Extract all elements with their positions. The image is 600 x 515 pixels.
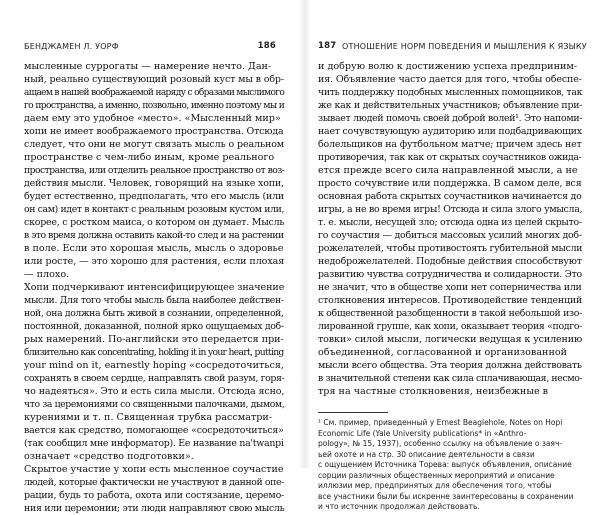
- text-line: в это время должна оставить какой-то след и на растении: [24, 230, 284, 241]
- running-head-title: ОТНОШЕНИЕ НОРМ ПОВЕДЕНИЯ И МЫШЛЕНИЯ К ЯЗЫКУ: [342, 42, 587, 51]
- text-line: что за церемониями со священными палочками, дымом,: [24, 399, 285, 410]
- text-line: недоброжелателей. Подобные действия способствуют: [318, 256, 582, 267]
- text-line: чо надеяться». Это и есть сила мысли. Отсюда ясно,: [24, 386, 285, 397]
- footnote-line: ¹ См. пример, приведенный у Ernest Beaglehole, Notes on Hopi: [318, 418, 563, 427]
- text-line: людей, которые фактически не участвуют в данной опе-: [24, 477, 284, 488]
- text-line: нает сочувствующую аудиторию или подбадривающих: [318, 126, 582, 137]
- right-page-header: [312, 40, 600, 52]
- text-line: скорее, с ростком маиса, о котором он думает. Мысль: [24, 217, 285, 228]
- text-line: товки» силой мысли, логически ведущая к усилению: [318, 334, 583, 345]
- text-line: го пространства, а именно, позвольно, именно поэтому мы и: [24, 100, 285, 111]
- text-line: сохранять в своем сердце, направлять свой разум, горя-: [24, 373, 285, 384]
- text-line: постоянной, доказанной, полной ярко ощущаемых доб-: [24, 321, 284, 332]
- text-line: не значит, что в обществе хопи нет соперничества или: [318, 282, 582, 293]
- text-line: следует, что они не могут связать мысль о реальном: [24, 139, 285, 150]
- text-line: вается как средство, помогающее «сосредоточиться»: [24, 425, 284, 436]
- text-line: — плохо.: [24, 269, 70, 280]
- right-page: [312, 0, 600, 511]
- footnotes: [318, 418, 582, 513]
- text-line: или росте, — это хорошо для растения, если плохая: [24, 256, 285, 267]
- text-line: (так сообщил мне информатор). Ее название na'twanpi: [24, 438, 284, 449]
- text-line: к общественной разобщенности в такой небольшой изо-: [318, 308, 582, 319]
- text-line: пространстве с чем-либо иным, кроме реального: [24, 152, 275, 163]
- footnote-line: все участники были бы искренне заинтересованы в сохранении: [318, 491, 574, 501]
- text-line: мысленные суррогаты — намерение нечто. Дан-: [24, 61, 272, 72]
- text-line: близительно как concentrating, holding it in your heart, putting: [24, 347, 284, 358]
- text-line: основная работа скрытых соучастников начинается до: [318, 191, 582, 202]
- text-line: чить поддержку подобных мысленных помощников, так: [318, 87, 583, 98]
- left-page-header: [8, 40, 298, 52]
- text-line: Скрытое участие у хопи есть мысленное соучастие: [24, 464, 284, 475]
- text-line: лированной группе, как хопи, оказывает теория «подго-: [318, 321, 582, 332]
- text-line: хопи не имеет воображаемого пространства. Отсюда: [24, 126, 284, 137]
- text-line: пространства, или отделить реальное пространство от воз-: [24, 165, 285, 176]
- text-line: ия. Объявление часто дается для того, чтобы обеспе-: [318, 74, 582, 85]
- text-line: курениями и т. п. Священная трубка рассматри-: [24, 412, 273, 423]
- right-page-text: [318, 60, 582, 398]
- footnote-line: ьей охоте и на стр. 30 описание деятельности в связи: [318, 449, 535, 459]
- text-line: развитию чувства сотрудничества и солидарности. Это: [318, 269, 582, 280]
- left-page-text: [24, 60, 284, 515]
- footnote-line: и что источник продолжал действовать.: [318, 502, 480, 511]
- text-line: даем ему это удобное «место». «Мысленный мир»: [24, 113, 281, 124]
- text-line: ащаем в нашей воображаемой наряду с образами мыслимого: [24, 87, 285, 98]
- text-line: же как и действительных участников; объявление при-: [318, 100, 583, 111]
- text-line: ный, реально существующий розовый куст мы в обр-: [24, 74, 284, 85]
- footnote-line: сорции различных общественных мероприятий и описание: [318, 470, 555, 480]
- page-number-right: 187: [318, 41, 337, 51]
- text-line: будет естественно, предполагать, что его мысль (или: [24, 191, 285, 202]
- text-line: ной, она должна быть живой в сознании, определенной,: [24, 308, 284, 319]
- text-line: your mind on it, earnestly hoping «сосредоточиться,: [24, 360, 284, 371]
- footnote-divider: [318, 412, 388, 413]
- footnote-line: с ощущением Источника Торева: выпуск объявления, описание: [318, 460, 572, 469]
- text-line: в значительной степени как сила сплачивающая, несмо-: [318, 373, 583, 384]
- text-line: действия мысли. Человек, говорящий на языке хопи,: [24, 178, 284, 189]
- text-line: рых намерений. По-английски это передается при-: [24, 334, 284, 345]
- book-gutter: [299, 0, 311, 468]
- text-line: объединенной, согласованной и организованной: [318, 347, 568, 358]
- text-line: он сам) идет в контакт с реальным розовым кустом или,: [24, 204, 285, 215]
- text-line: игры, а не во время игры! Отсюда и сила злого умысла,: [318, 204, 583, 215]
- footnote-line: pology», № 15, 1937), особенно ссылку на объявление о заяч-: [318, 439, 563, 448]
- text-line: т. е. мысли, несущей зло; отсюда одна из целей скрыто-: [318, 217, 582, 228]
- text-line: Хопи подчеркивают интенсифицирующее значение: [24, 282, 285, 293]
- text-line: означает «средство подготовки».: [24, 451, 194, 462]
- text-line: в поле. Если это хорошая мысль, мысль о здоровье: [24, 243, 284, 254]
- text-line: и добрую волю к достижению успеха предприним-: [318, 61, 578, 72]
- left-page: [8, 0, 298, 514]
- text-line: рации, будь то работа, охота или состязание, церемо-: [24, 490, 285, 501]
- text-line: мысли всего общества. Эта теория должна действовать: [318, 360, 582, 371]
- running-head-author: БЕНДЖАМЕН Л. УОРФ: [24, 42, 119, 51]
- text-line: тря на частные столкновения, неизбежные в: [318, 386, 549, 397]
- text-line: мысли. Для того чтобы мысль была наиболее действен-: [24, 295, 284, 306]
- page-number-left: 186: [257, 41, 276, 51]
- text-line: ется прежде всего сила направленной мысли, а не: [318, 165, 578, 176]
- text-line: болельщиков на футбольном матче; причем здесь нет: [318, 139, 582, 150]
- text-line: рожелателей, чтобы противостоять губительной мысли: [318, 243, 583, 254]
- footnote-line: иллюзии мер, предпринятых для обеспечения того, чтобы: [318, 481, 552, 490]
- text-line: столкновения интересов. Противодействие тенденций: [318, 295, 583, 306]
- text-line: зывает людей помочь своей доброй волей¹. Это напоми-: [318, 113, 583, 124]
- text-line: го соучастия — добиться массовых усилий многих доб-: [318, 230, 582, 241]
- text-line: просто сочувствие или поддержка. В самом деле, вся: [318, 178, 582, 189]
- text-line: противоречия, так как от скрытых соучастников ожида-: [318, 152, 582, 163]
- text-line: ния или церемонии; эти люди направляют свою мысль: [24, 503, 285, 514]
- footnote-line: Economic Life (Yale University publications* in «Anthro-: [318, 428, 527, 438]
